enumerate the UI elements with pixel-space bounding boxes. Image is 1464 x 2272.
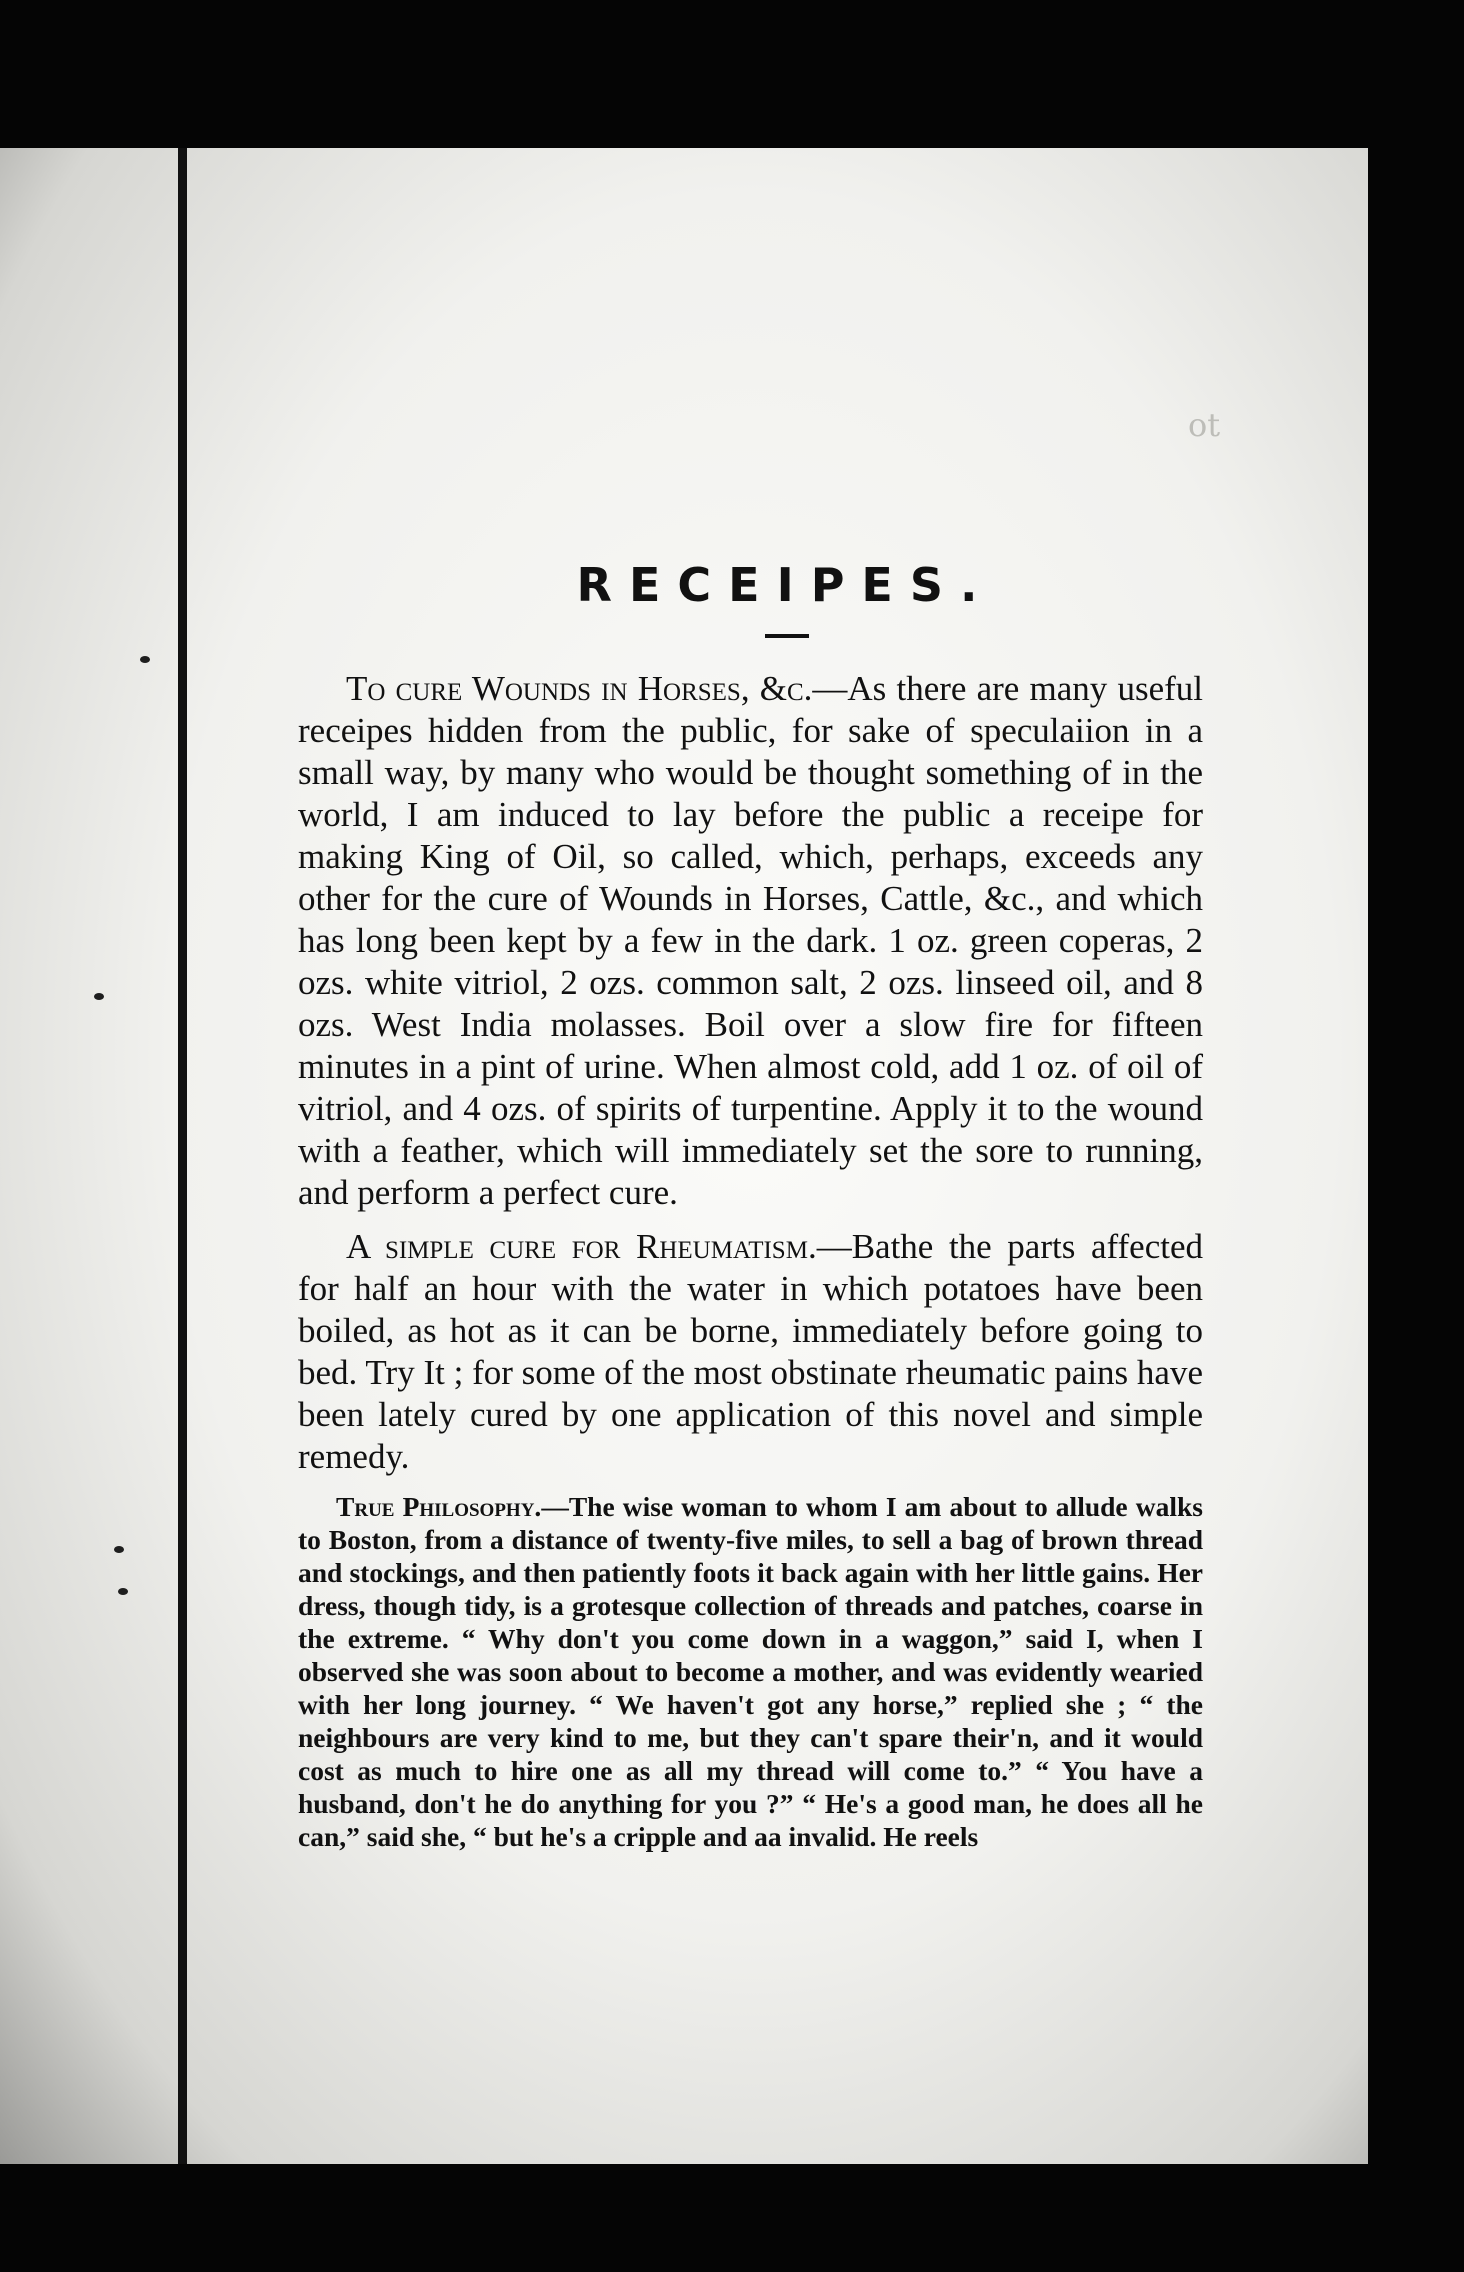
text-column <box>298 400 1203 1865</box>
paragraph-philosophy <box>298 1490 1203 1853</box>
paragraph-wounds <box>298 668 1203 1214</box>
margin-speck <box>140 656 150 663</box>
paragraph-body: —As there are many useful receipes hidden from the public, for sake of speculaiion in a small way, by many who would be thought something of in the world, I am induced to lay before the public a receipe for making King of Oil, so called, which, perhaps, exceeds any other for the cure of Wounds in Horses, Cattle, &c., and which has long been kept by a few in the dark. 1 oz. green coperas, 2 ozs. white vitriol, 2 ozs. common salt, 2 ozs. linseed oil, and 8 ozs. West India molasses. Boil over a slow fire for fifteen minutes in a pint of urine. When almost cold, add 1 oz. of oil of vitriol, and 4 ozs. of spirits of turpentine. Apply it to the wound with a feather, which will immediately set the sore to running, and perform a perfect cure. <box>298 669 1203 1212</box>
margin-speck <box>118 1588 128 1595</box>
paragraph-lead: True Philosophy. <box>336 1491 542 1522</box>
paragraph-rheumatism <box>298 1226 1203 1478</box>
margin-speck <box>114 1546 124 1553</box>
margin-speck <box>94 993 104 1000</box>
paragraph-body: —Bathe the parts affected for half an hour with the water in which potatoes have been boiled, as hot as it can be borne, immediately before going to bed. Try It ; for some of the most obstinate rheumatic pains have been lately cured by one application of this novel and simple remedy. <box>298 1227 1203 1476</box>
page-title: RECEIPES. <box>576 558 995 612</box>
paragraph-body: —The wise woman to whom I am about to allude walks to Boston, from a distance of twenty-five miles, to sell a bag of brown thread and stockings, and then patiently foots it back again with her little gains. Her dress, though tidy, is a grotesque collection of threads and patches, coarse in the extreme. “ Why don't you come down in a waggon,” said I, when I observed she was soon about to become a mother, and was evidently wearied with her long journey. “ We haven't got any horse,” replied she ; “ the neighbours are very kind to me, but they can't spare their'n, and it would cost as much to hire one as all my thread will come to.” “ You have a husband, don't he do anything for you ?” “ He's a good man, he does all he can,” said she, “ but he's a cripple and aa invalid. He reels <box>298 1491 1203 1852</box>
page-binding-rule <box>178 148 187 2164</box>
paragraph-lead: To cure Wounds in Horses, &c. <box>346 669 813 708</box>
title-rule <box>765 634 809 638</box>
paragraph-lead: A simple cure for Rheumatism. <box>346 1227 817 1266</box>
corner-page-mark: ot <box>1188 406 1221 444</box>
